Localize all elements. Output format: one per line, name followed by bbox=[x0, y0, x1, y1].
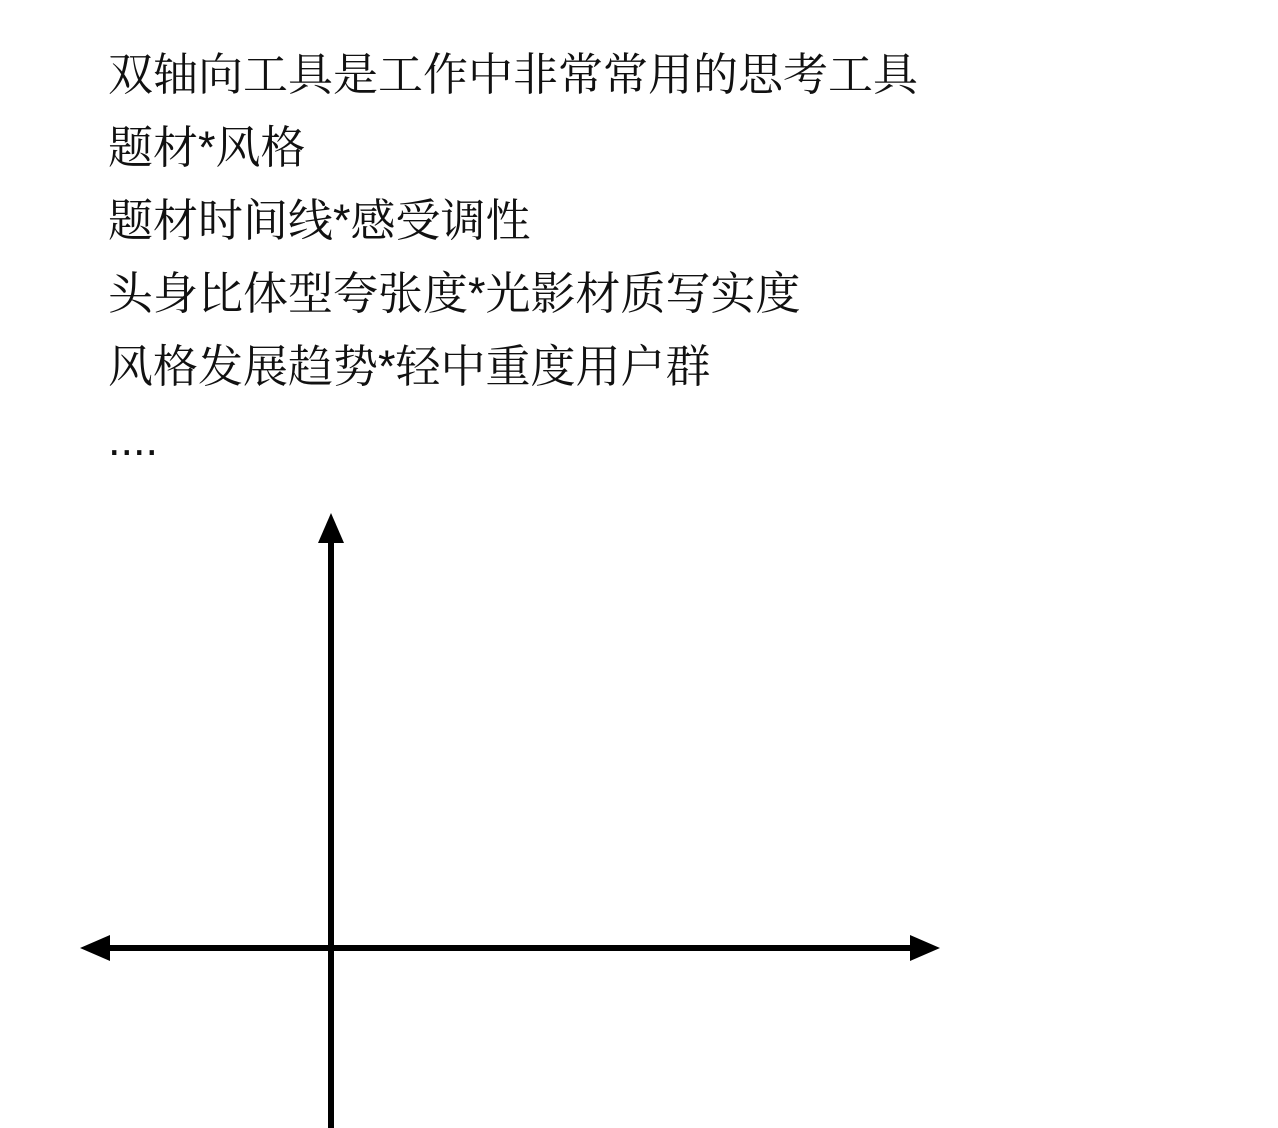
note-line-example-3: 头身比体型夸张度*光影材质写实度 bbox=[108, 268, 801, 319]
note-line-example-1: 题材*风格 bbox=[108, 122, 306, 173]
right-arrow-icon bbox=[910, 935, 940, 961]
note-line-title: 双轴向工具是工作中非常常用的思考工具 bbox=[108, 49, 919, 100]
note-line-ellipsis: .... bbox=[108, 414, 159, 465]
note-line-example-4: 风格发展趋势*轻中重度用户群 bbox=[108, 341, 711, 392]
up-arrow-icon bbox=[318, 513, 344, 543]
left-arrow-icon bbox=[80, 935, 110, 961]
note-line-example-2: 题材时间线*感受调性 bbox=[108, 195, 531, 246]
